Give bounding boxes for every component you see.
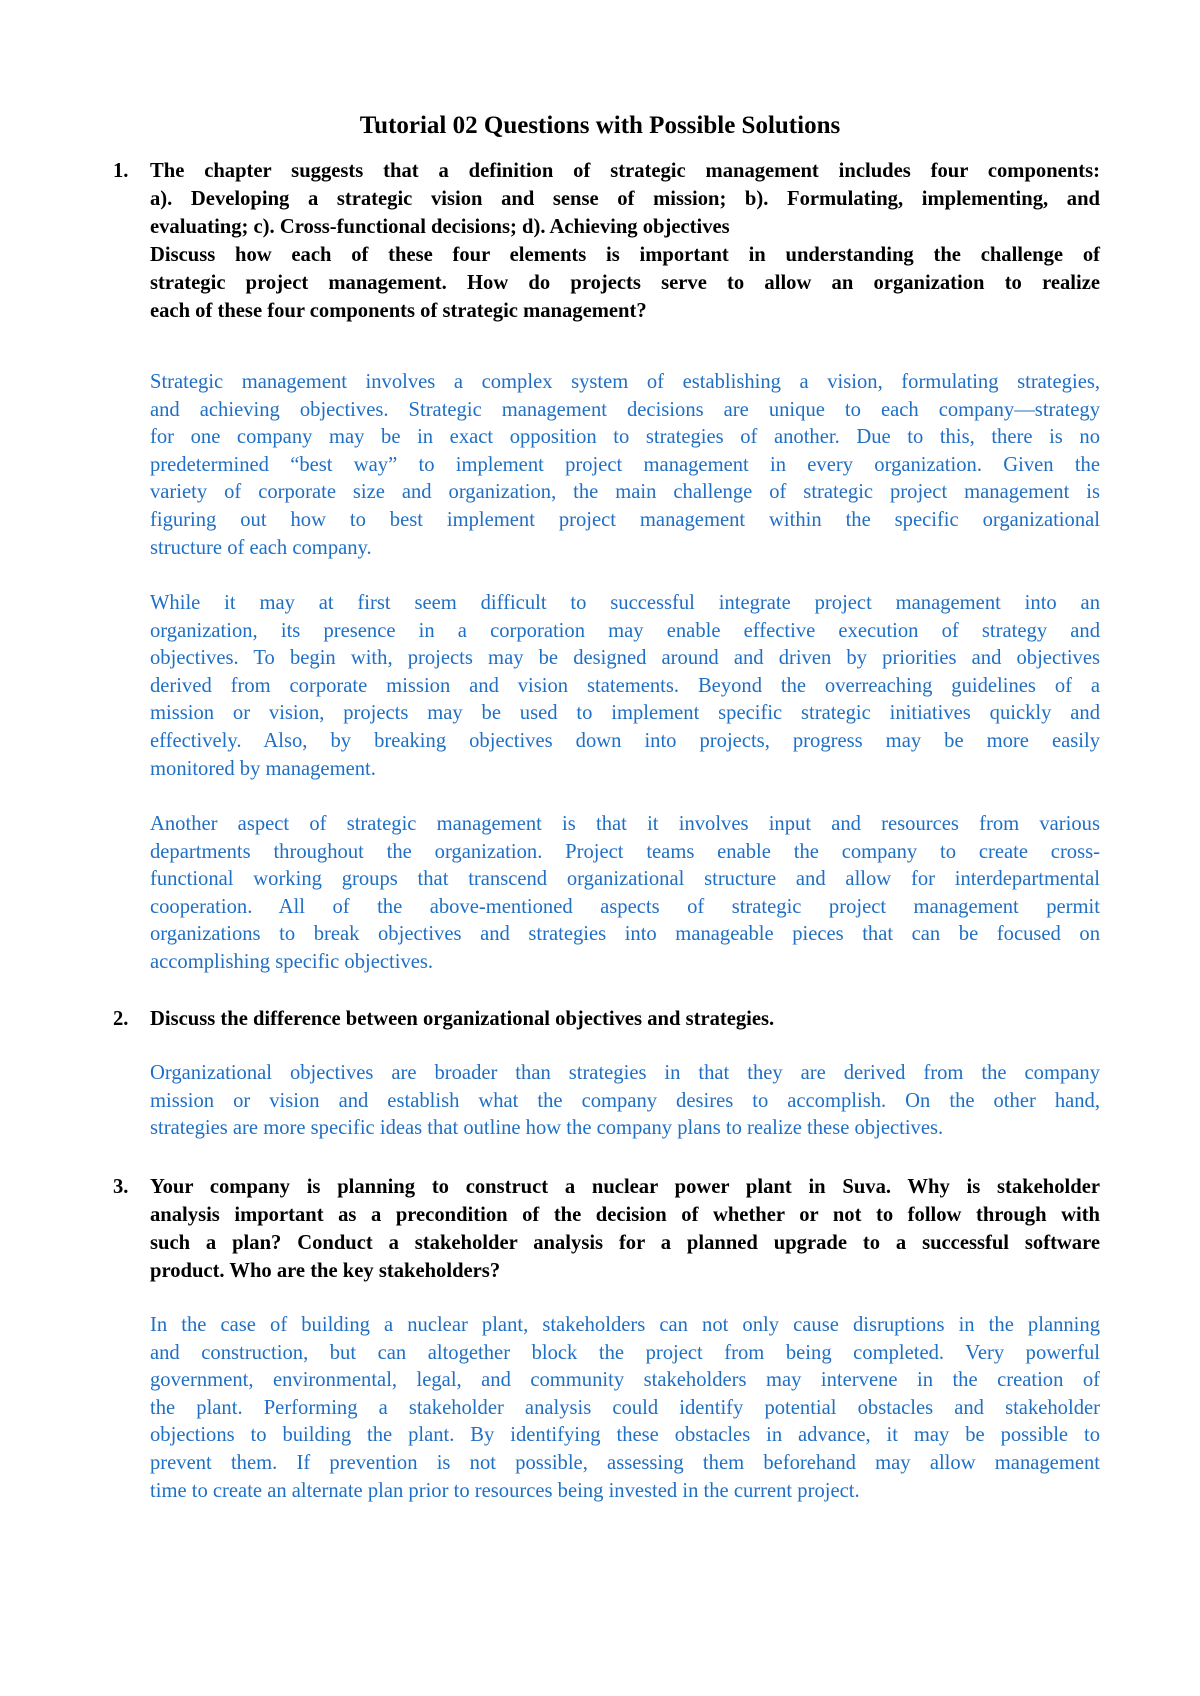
answer-line: for one company may be in exact opposition to strategies of another. Due to this, there is no xyxy=(150,426,1100,449)
answer-line: and achieving objectives. Strategic management decisions are unique to each company—strategy xyxy=(150,398,1100,421)
answer-line: figuring out how to best implement project management within the specific organizational xyxy=(150,508,1100,531)
answer-line: accomplishing specific objectives. xyxy=(150,950,434,973)
question-number: 1. xyxy=(113,160,129,182)
answer-paragraph xyxy=(150,811,1100,977)
answer-line: organizations to break objectives and strategies into manageable pieces that can be focused on xyxy=(150,923,1100,946)
question-line: strategic project management. How do projects serve to allow an organization to realize xyxy=(150,272,1100,294)
question-line: Discuss the difference between organizational objectives and strategies. xyxy=(150,1008,775,1030)
question-2 xyxy=(113,1005,1100,1033)
question-1 xyxy=(113,157,1100,325)
question-line: analysis important as a precondition of the decision of whether or not to follow through with xyxy=(150,1204,1100,1226)
answer-line: Organizational objectives are broader than strategies in that they are derived from the company xyxy=(150,1062,1100,1084)
answer-line: the plant. Performing a stakeholder analysis could identify potential obstacles and stakeholder xyxy=(150,1396,1100,1419)
answer-line: derived from corporate mission and vision statements. Beyond the overreaching guidelines of a xyxy=(150,674,1100,697)
answer-line: prevent them. If prevention is not possible, assessing them beforehand may allow management xyxy=(150,1451,1100,1474)
answer-line: While it may at first seem difficult to successful integrate project management into an xyxy=(150,592,1100,614)
answer-line: mission or vision and establish what the company desires to accomplish. On the other hand, xyxy=(150,1089,1100,1112)
question-number: 3. xyxy=(113,1176,129,1198)
answer-paragraph xyxy=(150,1312,1100,1505)
question-line: evaluating; c). Cross-functional decisions; d). Achieving objectives xyxy=(150,216,730,238)
question-line: The chapter suggests that a definition of strategic management includes four components: xyxy=(150,160,1100,182)
answer-line: In the case of building a nuclear plant, stakeholders can not only cause disruptions in the planning xyxy=(150,1314,1100,1336)
answer-line: government, environmental, legal, and community stakeholders may intervene in the creation of xyxy=(150,1369,1100,1392)
question-line: each of these four components of strategic management? xyxy=(150,300,647,322)
answer-line: predetermined “best way” to implement project management in every organization. Given the xyxy=(150,453,1100,476)
answer-line: and construction, but can altogether block the project from being completed. Very powerful xyxy=(150,1341,1100,1364)
answer-line: mission or vision, projects may be used to implement specific strategic initiatives quickly and xyxy=(150,702,1100,725)
question-number: 2. xyxy=(113,1008,129,1030)
answer-line: departments throughout the organization. Project teams enable the company to create cross- xyxy=(150,840,1100,863)
answer-line: strategies are more specific ideas that outline how the company plans to realize these objectives. xyxy=(150,1117,944,1140)
answer-line: Strategic management involves a complex system of establishing a vision, formulating strategies, xyxy=(150,371,1100,393)
question-3 xyxy=(113,1173,1100,1285)
answer-line: time to create an alternate plan prior to resources being invested in the current project. xyxy=(150,1479,860,1502)
question-line: a). Developing a strategic vision and sense of mission; b). Formulating, implementing, and xyxy=(150,188,1100,210)
answer-line: cooperation. All of the above-mentioned aspects of strategic project management permit xyxy=(150,895,1100,918)
answer-line: effectively. Also, by breaking objectives down into projects, progress may be more easily xyxy=(150,729,1100,752)
answer-paragraph xyxy=(150,590,1100,783)
answer-line: objections to building the plant. By identifying these obstacles in advance, it may be possible to xyxy=(150,1424,1100,1447)
question-line: Your company is planning to construct a nuclear power plant in Suva. Why is stakeholder xyxy=(150,1176,1100,1198)
answer-line: functional working groups that transcend organizational structure and allow for interdepartmental xyxy=(150,868,1100,891)
answer-line: monitored by management. xyxy=(150,757,376,780)
answer-paragraph xyxy=(150,369,1100,562)
answer-line: organization, its presence in a corporation may enable effective execution of strategy and xyxy=(150,619,1100,642)
question-line: such a plan? Conduct a stakeholder analysis for a planned upgrade to a successful software xyxy=(150,1232,1100,1254)
answer-line: Another aspect of strategic management is that it involves input and resources from various xyxy=(150,813,1100,835)
answer-line: variety of corporate size and organization, the main challenge of strategic project management is xyxy=(150,481,1100,504)
question-line: Discuss how each of these four elements is important in understanding the challenge of xyxy=(150,244,1100,266)
answer-line: structure of each company. xyxy=(150,536,372,559)
answer-paragraph xyxy=(150,1060,1100,1143)
question-line: product. Who are the key stakeholders? xyxy=(150,1260,501,1282)
answer-line: objectives. To begin with, projects may be designed around and driven by priorities and objectives xyxy=(150,647,1100,670)
page-title: Tutorial 02 Questions with Possible Solutions xyxy=(359,112,841,139)
